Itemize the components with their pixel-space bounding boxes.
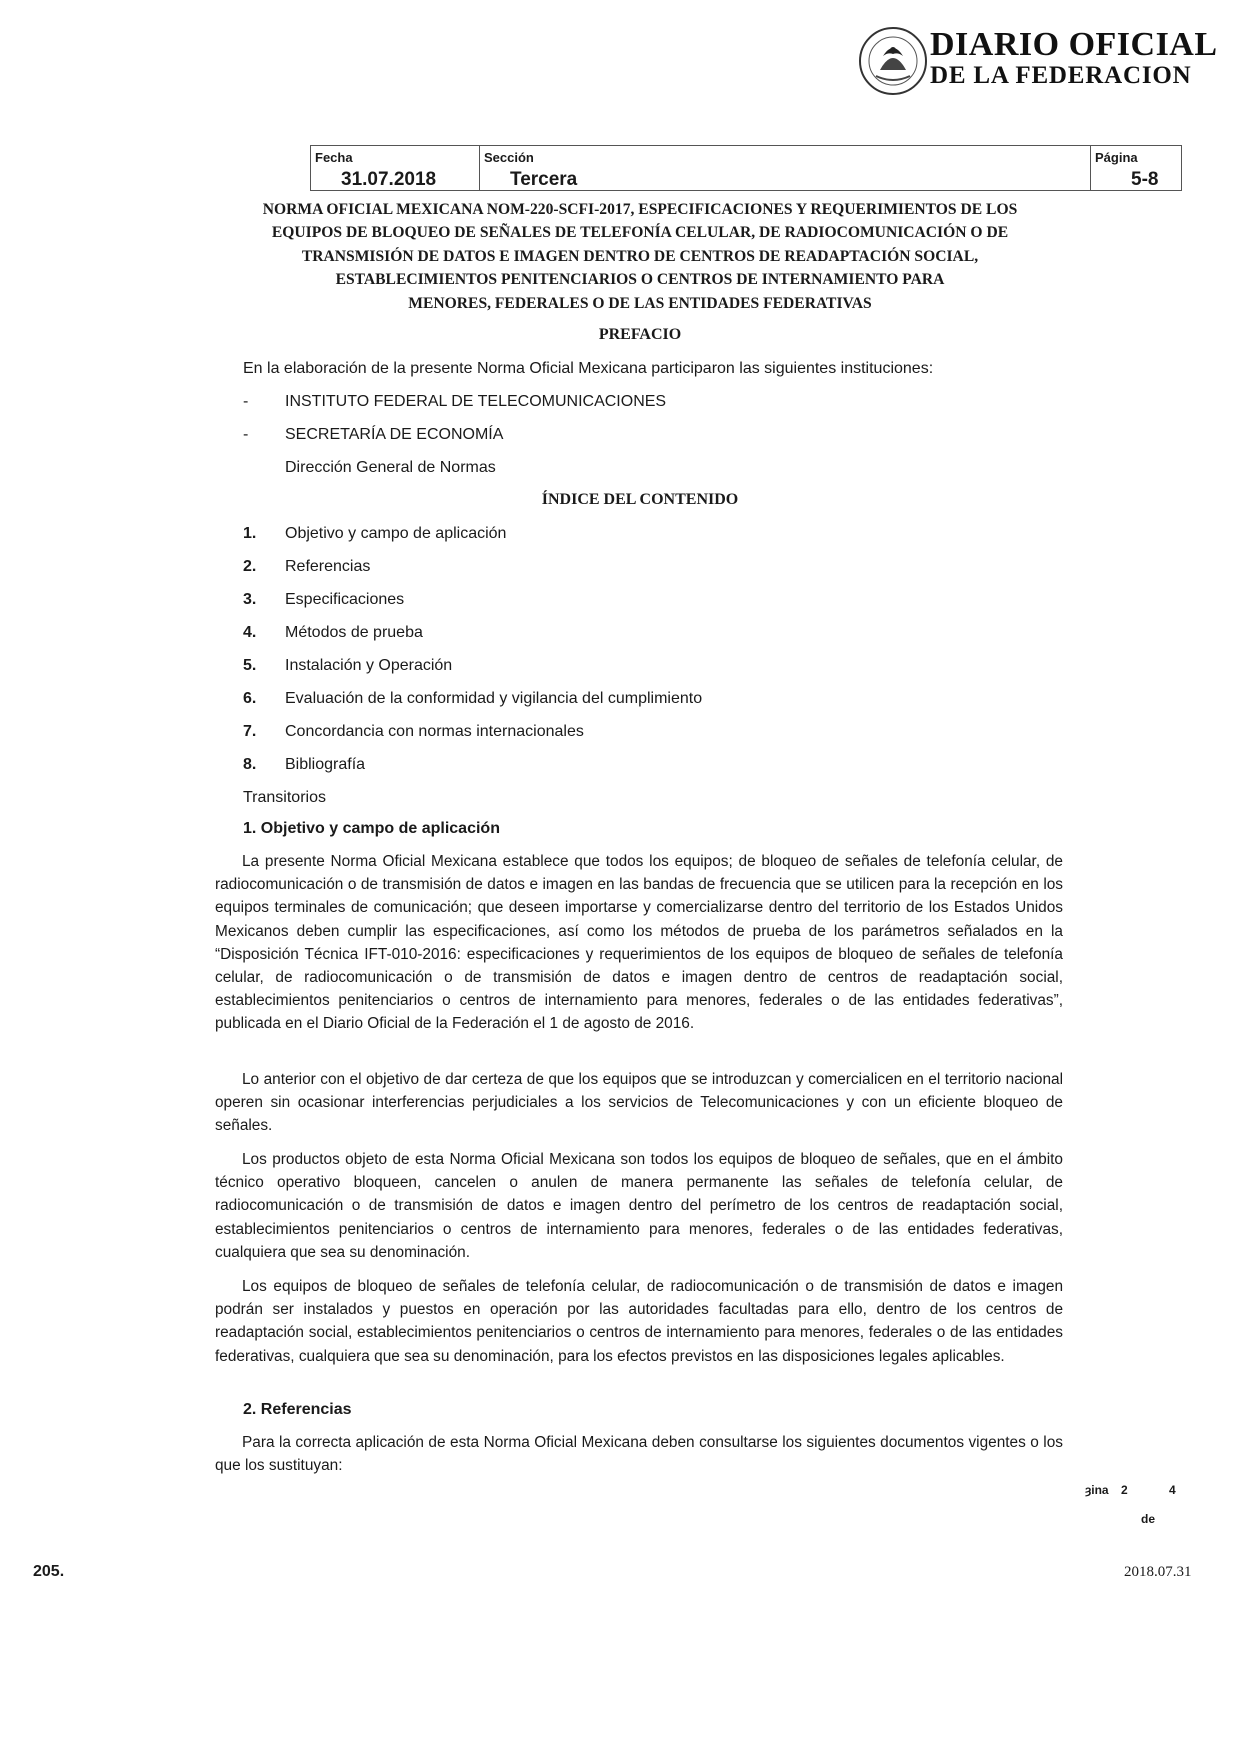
page-total: 4: [1169, 1483, 1176, 1497]
index-item: Evaluación de la conformidad y vigilancia del cumplimiento: [285, 690, 703, 707]
index-item: Instalación y Operación: [285, 657, 453, 674]
seccion-cell: [480, 146, 1091, 190]
body-paragraph: Lo anterior con el objetivo de dar certeza de que los equipos que se introduzcan y comercialicen en el territorio nacional operen sin ocasionar interferencias perjudiciales a los servicios de Telecomunicaciones y con un eficiente bloqueo de señales.: [215, 1071, 1063, 1135]
masthead: [858, 26, 1218, 96]
page-de-label: de: [1141, 1512, 1156, 1526]
institution-bullet: -: [243, 426, 249, 443]
index-number: 6.: [243, 690, 257, 707]
index-number: 5.: [243, 657, 257, 674]
institution-name: SECRETARÍA DE ECONOMÍA: [285, 426, 504, 443]
index-item: Especificaciones: [285, 591, 405, 608]
fecha-value: 31.07.2018: [341, 169, 437, 190]
pagina-label: Página: [1095, 150, 1138, 165]
section-heading: 1. Objetivo y campo de aplicación: [243, 820, 500, 837]
indice-heading: ÍNDICE DEL CONTENIDO: [541, 491, 739, 508]
index-number: 7.: [243, 723, 257, 740]
transitorios-label: Transitorios: [243, 789, 326, 806]
masthead-subtitle: DE LA FEDERACION: [930, 62, 1192, 89]
pagina-cell: [1091, 146, 1181, 190]
footer-left-number: 205.: [33, 1563, 65, 1580]
index-number: 3.: [243, 591, 257, 608]
index-number: 8.: [243, 756, 257, 773]
footer-date: 2018.07.31: [1124, 1564, 1192, 1580]
body-paragraph: Los productos objeto de esta Norma Oficial Mexicana son todos los equipos de bloqueo de señales, que en el ámbito técnico operativo bloqueen, cancelen o anulen de manera permanente las señales de telefonía celular, de radiocomunicación o de transmisión de datos e imagen dentro del perímetro de los centros de readaptación social, establecimientos penitenciarios o centros de internamiento para menores, federales o de las entidades federativas, cualquiera que sea su denominación.: [215, 1151, 1063, 1261]
index-item: Concordancia con normas internacionales: [285, 723, 584, 740]
header-table: [310, 145, 1182, 191]
page-current: 2: [1121, 1483, 1128, 1497]
body-paragraph: Los equipos de bloqueo de señales de telefonía celular, de radiocomunicación o de transmisión de datos e imagen podrán ser instalados y puestos en operación por las autoridades facultadas para ello, dentro de los centros de readaptación social, establecimientos penitenciarios o centros de internamiento para menores, federales o de las entidades federativas, cualquiera que sea su denominación, para los efectos previstos en las disposiciones legales aplicables.: [215, 1278, 1063, 1365]
prefacio-intro: En la elaboración de la presente Norma Oficial Mexicana participaron las siguientes instituciones:: [243, 360, 934, 377]
institution-bullet: -: [243, 393, 249, 410]
institution-sub: Dirección General de Normas: [285, 459, 496, 476]
institution-name: INSTITUTO FEDERAL DE TELECOMUNICACIONES: [285, 393, 667, 410]
fecha-label: Fecha: [315, 150, 353, 165]
index-number: 4.: [243, 624, 257, 641]
document-title: NORMA OFICIAL MEXICANA NOM-220-SCFI-2017, ESPECIFICACIONES Y REQUERIMIENTOS DE LOS EQUIPOS DE BLOQUEO DE SEÑALES DE TELEFONÍA CELULAR, DE RADIOCOMUNICACIÓN O DE TRANSMISIÓN DE DATOS E IMAGEN DENTRO DE CENTROS DE READAPTACIÓN SOCIAL, ESTABLECIMIENTOS PENITENCIARIOS O CENTROS DE INTERNAMIENTO PARA MENORES, FEDERALES O DE LAS ENTIDADES FEDERATIVAS: [262, 201, 1018, 312]
body-paragraph: Para la correcta aplicación de esta Norma Oficial Mexicana deben consultarse los siguientes documentos vigentes o los que los sustituyan:: [215, 1434, 1063, 1475]
index-item: Referencias: [285, 558, 371, 575]
page-label-fragment: ȝina: [1085, 1483, 1109, 1497]
prefacio-heading: PREFACIO: [598, 326, 682, 343]
seccion-value: Tercera: [510, 169, 578, 190]
pagina-value: 5-8: [1131, 169, 1159, 190]
body-paragraph: La presente Norma Oficial Mexicana establece que todos los equipos; de bloqueo de señales de telefonía celular, de radiocomunicación o de transmisión de datos e imagen en las bandas de frecuencia que se utilicen para la recepción en los equipos terminales de comunicación; que deseen importarse y comercializarse dentro del territorio de los Estados Unidos Mexicanos deben cumplir las especificaciones, así como los métodos de prueba de los parámetros señalados en la “Disposición Técnica IFT-010-2016: especificaciones y requerimientos de los equipos de bloqueo de señales de telefonía celular, de radiocomunicación o de transmisión de datos e imagen dentro de centros de readaptación social, establecimientos penitenciarios o centros de internamiento para menores, federales o de las entidades federativas”, publicada en el Diario Oficial de la Federación el 1 de agosto de 2016.: [215, 853, 1063, 1033]
seccion-label: Sección: [484, 150, 534, 165]
index-item: Métodos de prueba: [285, 624, 423, 641]
masthead-title: DIARIO OFICIAL: [930, 26, 1218, 63]
national-seal-icon: [858, 26, 928, 96]
fecha-cell: [311, 146, 480, 190]
index-item: Bibliografía: [285, 756, 366, 773]
index-item: Objetivo y campo de aplicación: [285, 525, 507, 542]
index-number: 1.: [243, 525, 257, 542]
index-number: 2.: [243, 558, 257, 575]
section-heading: 2. Referencias: [243, 1401, 352, 1418]
